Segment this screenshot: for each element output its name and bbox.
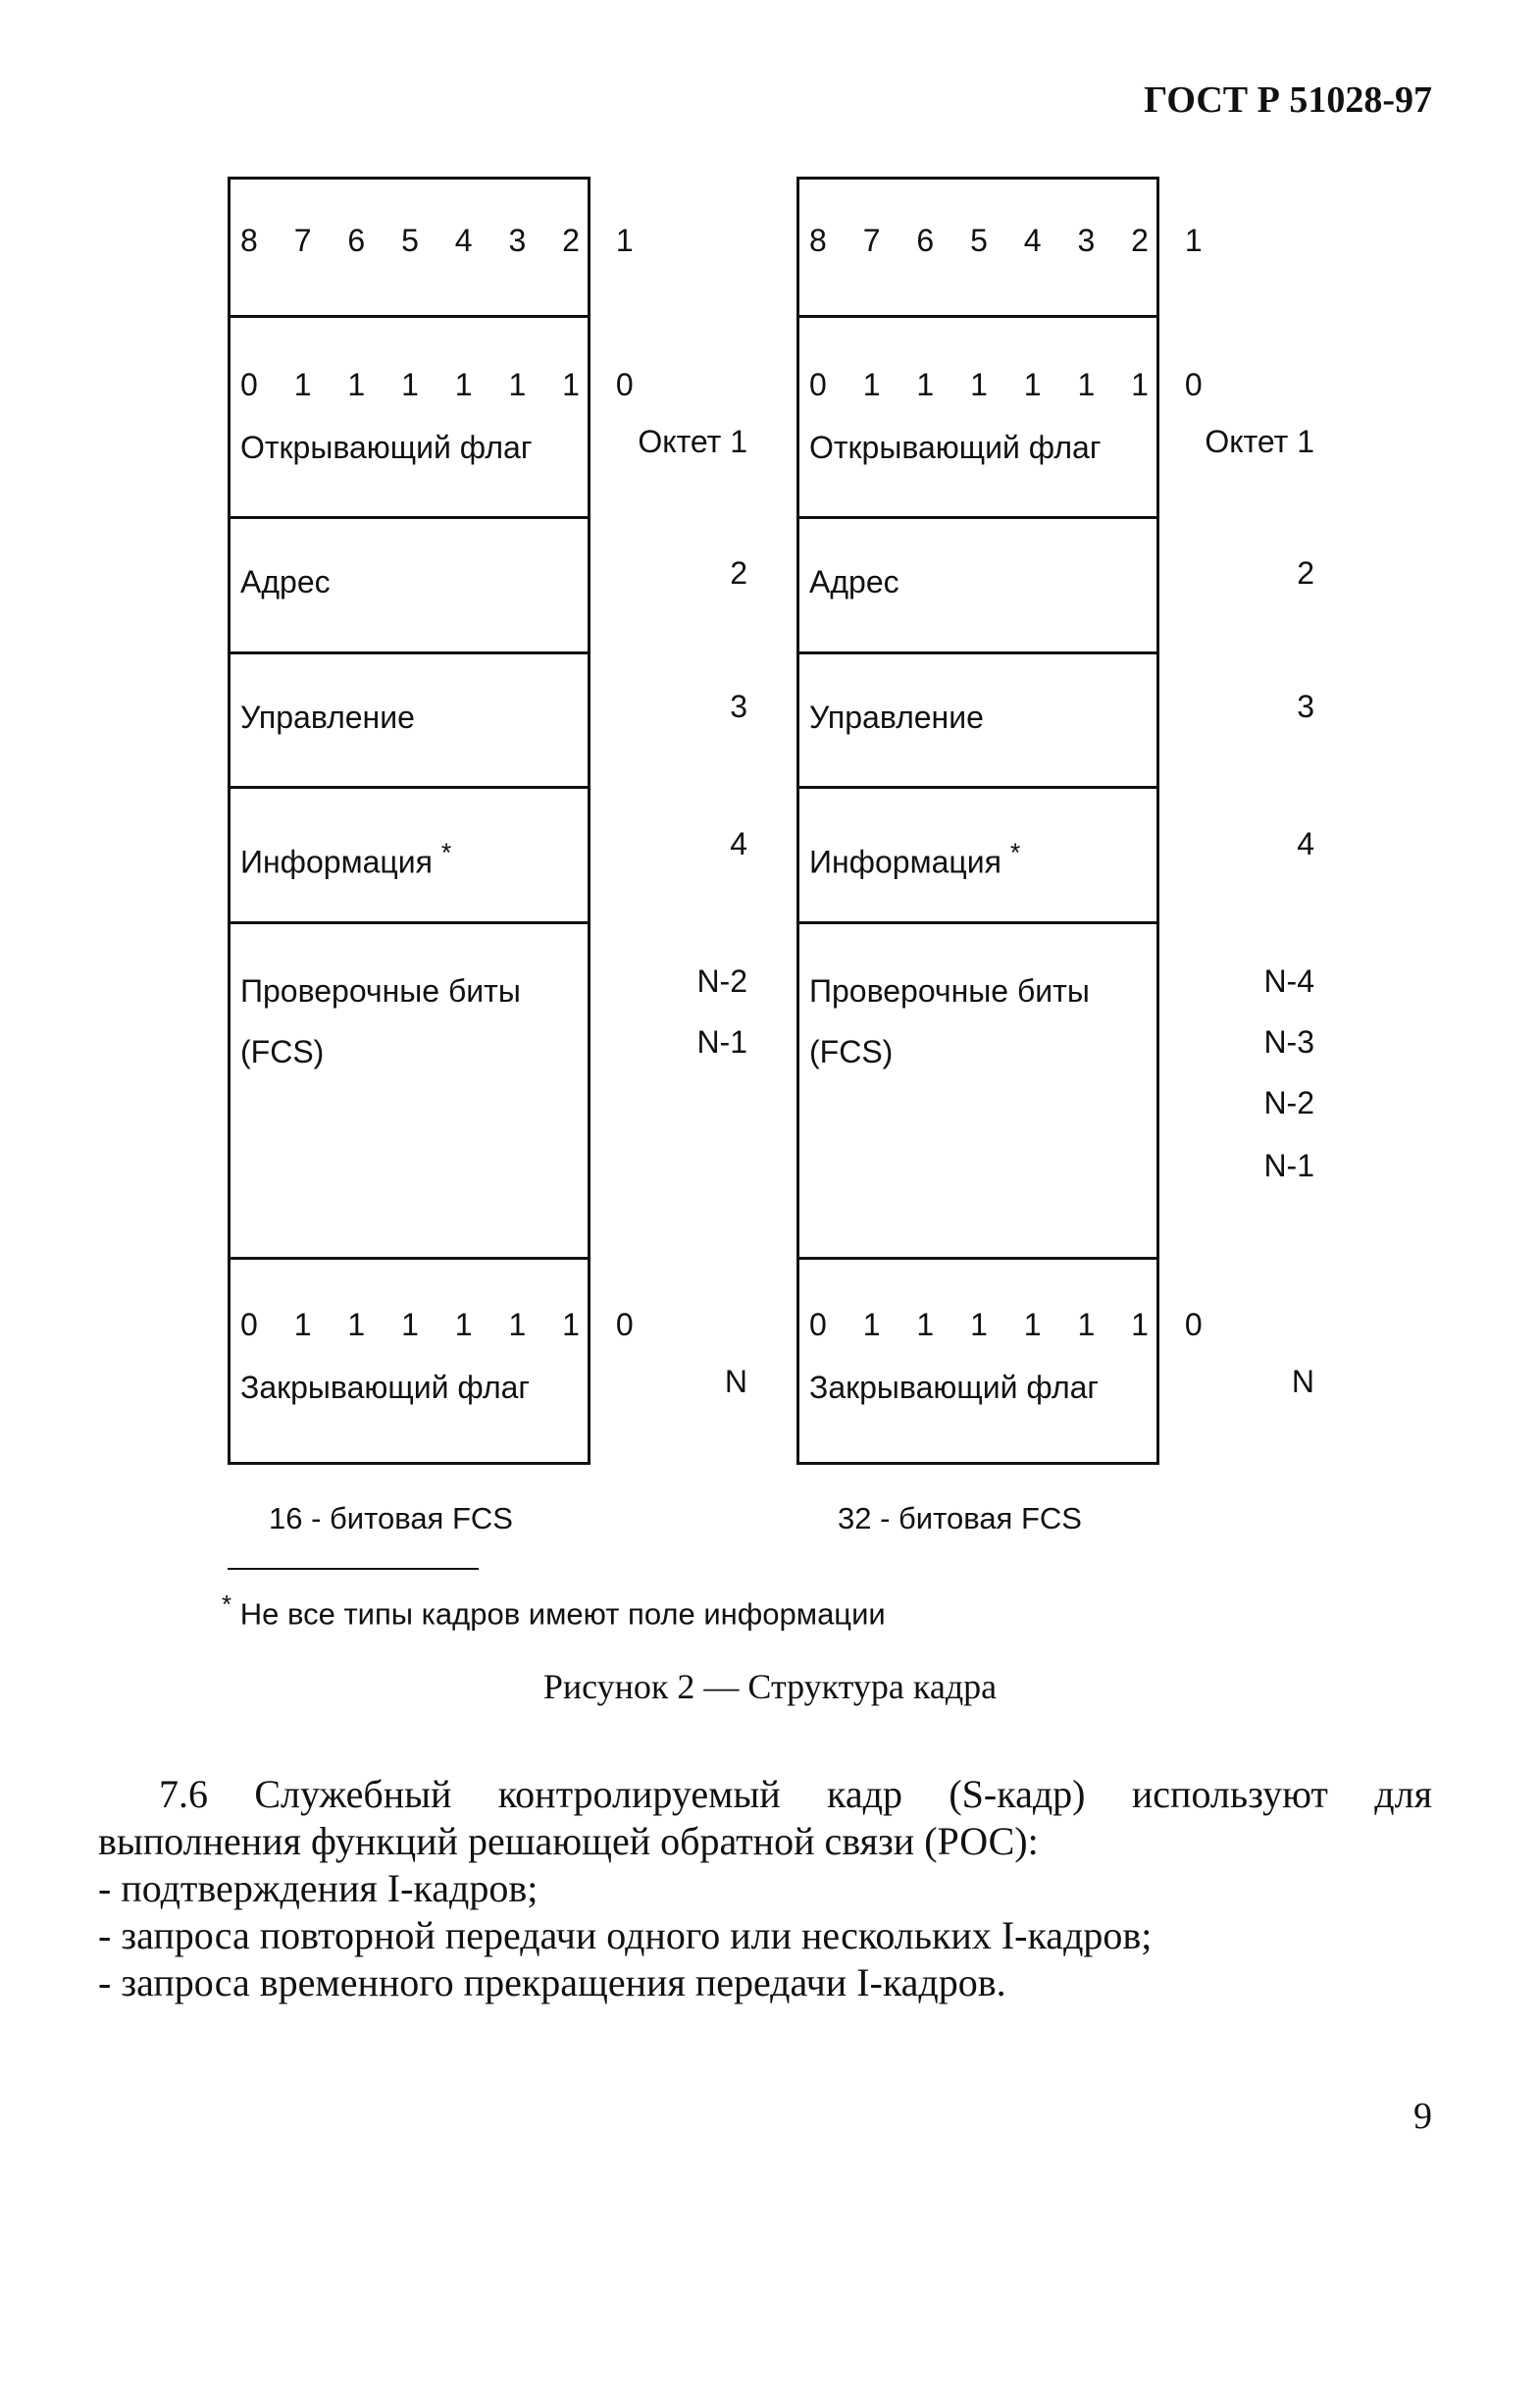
address-cell (231, 519, 588, 654)
information-label: Информация (809, 844, 1001, 880)
closing-flag-bits: 0 1 1 1 1 1 1 0 (809, 1307, 1216, 1342)
list-item: - запроса временного прекращения передачи I-кадров. (98, 1960, 1006, 2004)
frame-caption-32bit: 32 - битовая FCS (838, 1501, 1082, 1535)
octet-fcs: N-1 (696, 1024, 747, 1060)
closing-flag-cell (231, 1260, 647, 1462)
information-cell (799, 789, 1156, 924)
address-label: Адрес (240, 564, 331, 599)
control-cell (231, 654, 588, 789)
footnote-text: Не все типы кадров имеют поле информации (239, 1596, 886, 1632)
octet-information: 4 (1297, 826, 1314, 861)
address-cell (799, 519, 1156, 654)
list-item: - подтверждения I-кадров; (98, 1866, 539, 1910)
control-label: Управление (809, 700, 984, 735)
closing-flag-cell (799, 1260, 1216, 1462)
fcs-label: Проверочные биты (240, 973, 521, 1009)
document-id-header: ГОСТ Р 51028-97 (1144, 79, 1432, 121)
opening-flag-cell (231, 318, 647, 519)
fcs-abbrev: (FCS) (809, 1034, 894, 1069)
information-label: Информация (240, 844, 433, 880)
octet-information: 4 (730, 826, 747, 861)
information-footnote-mark: * (1009, 838, 1021, 867)
octet-fcs: N-4 (1263, 963, 1314, 999)
octet-fcs: N-2 (1263, 1085, 1314, 1120)
section-7-6 (98, 1771, 1432, 2006)
paragraph-line: 7.6 Служебный контролируемый кадр (S-кадр) используют для (159, 1772, 1432, 1816)
octet-control: 3 (1297, 689, 1314, 724)
octet-fcs: N-2 (696, 963, 747, 999)
control-label: Управление (240, 700, 415, 735)
octet-fcs: N-1 (1263, 1148, 1314, 1183)
closing-flag-bits: 0 1 1 1 1 1 1 0 (240, 1307, 647, 1342)
frame-caption-16bit: 16 - битовая FCS (269, 1501, 513, 1535)
octet-address: 2 (730, 555, 747, 591)
fcs-cell (799, 924, 1156, 1260)
opening-flag-label: Открывающий флаг (240, 430, 533, 465)
information-footnote-mark: * (440, 838, 452, 867)
closing-flag-label: Закрывающий флаг (240, 1370, 531, 1405)
paragraph-line: выполнения функций решающей обратной связи (РОС): (98, 1819, 1039, 1863)
bit-order-label: 8 7 6 5 4 3 2 1 (809, 223, 1216, 258)
opening-flag-bits: 0 1 1 1 1 1 1 0 (240, 367, 647, 402)
list-item: - запроса повторной передачи одного или нескольких I-кадров; (98, 1913, 1153, 1957)
fcs-abbrev: (FCS) (240, 1034, 325, 1069)
figure-caption: Рисунок 2 — Структура кадра (542, 1667, 998, 1706)
control-cell (799, 654, 1156, 789)
footnote-divider (228, 1568, 479, 1570)
fcs-label: Проверочные биты (809, 973, 1090, 1009)
octet-address: 2 (1297, 555, 1314, 591)
octet-fcs: N-3 (1263, 1024, 1314, 1060)
frame-diagram-32bit (796, 177, 1216, 1465)
bit-order-cell (799, 180, 1216, 318)
opening-flag-bits: 0 1 1 1 1 1 1 0 (809, 367, 1216, 402)
opening-flag-cell (799, 318, 1216, 519)
frame-diagram-16bit (228, 177, 647, 1465)
closing-flag-label: Закрывающий флаг (809, 1370, 1100, 1405)
fcs-cell (231, 924, 588, 1260)
address-label: Адрес (809, 564, 899, 599)
octet-control: 3 (730, 689, 747, 724)
octet-closing: N (1291, 1364, 1314, 1399)
octet-opening: Октет 1 (1205, 424, 1314, 459)
footnote-mark: * (222, 1589, 232, 1619)
opening-flag-label: Открывающий флаг (809, 430, 1102, 465)
octet-opening: Октет 1 (638, 424, 747, 459)
octet-closing: N (724, 1364, 747, 1399)
page-number: 9 (1413, 2096, 1432, 2137)
footnote (222, 1589, 886, 1632)
bit-order-cell (231, 180, 647, 318)
bit-order-label: 8 7 6 5 4 3 2 1 (240, 223, 647, 258)
information-cell (231, 789, 588, 924)
